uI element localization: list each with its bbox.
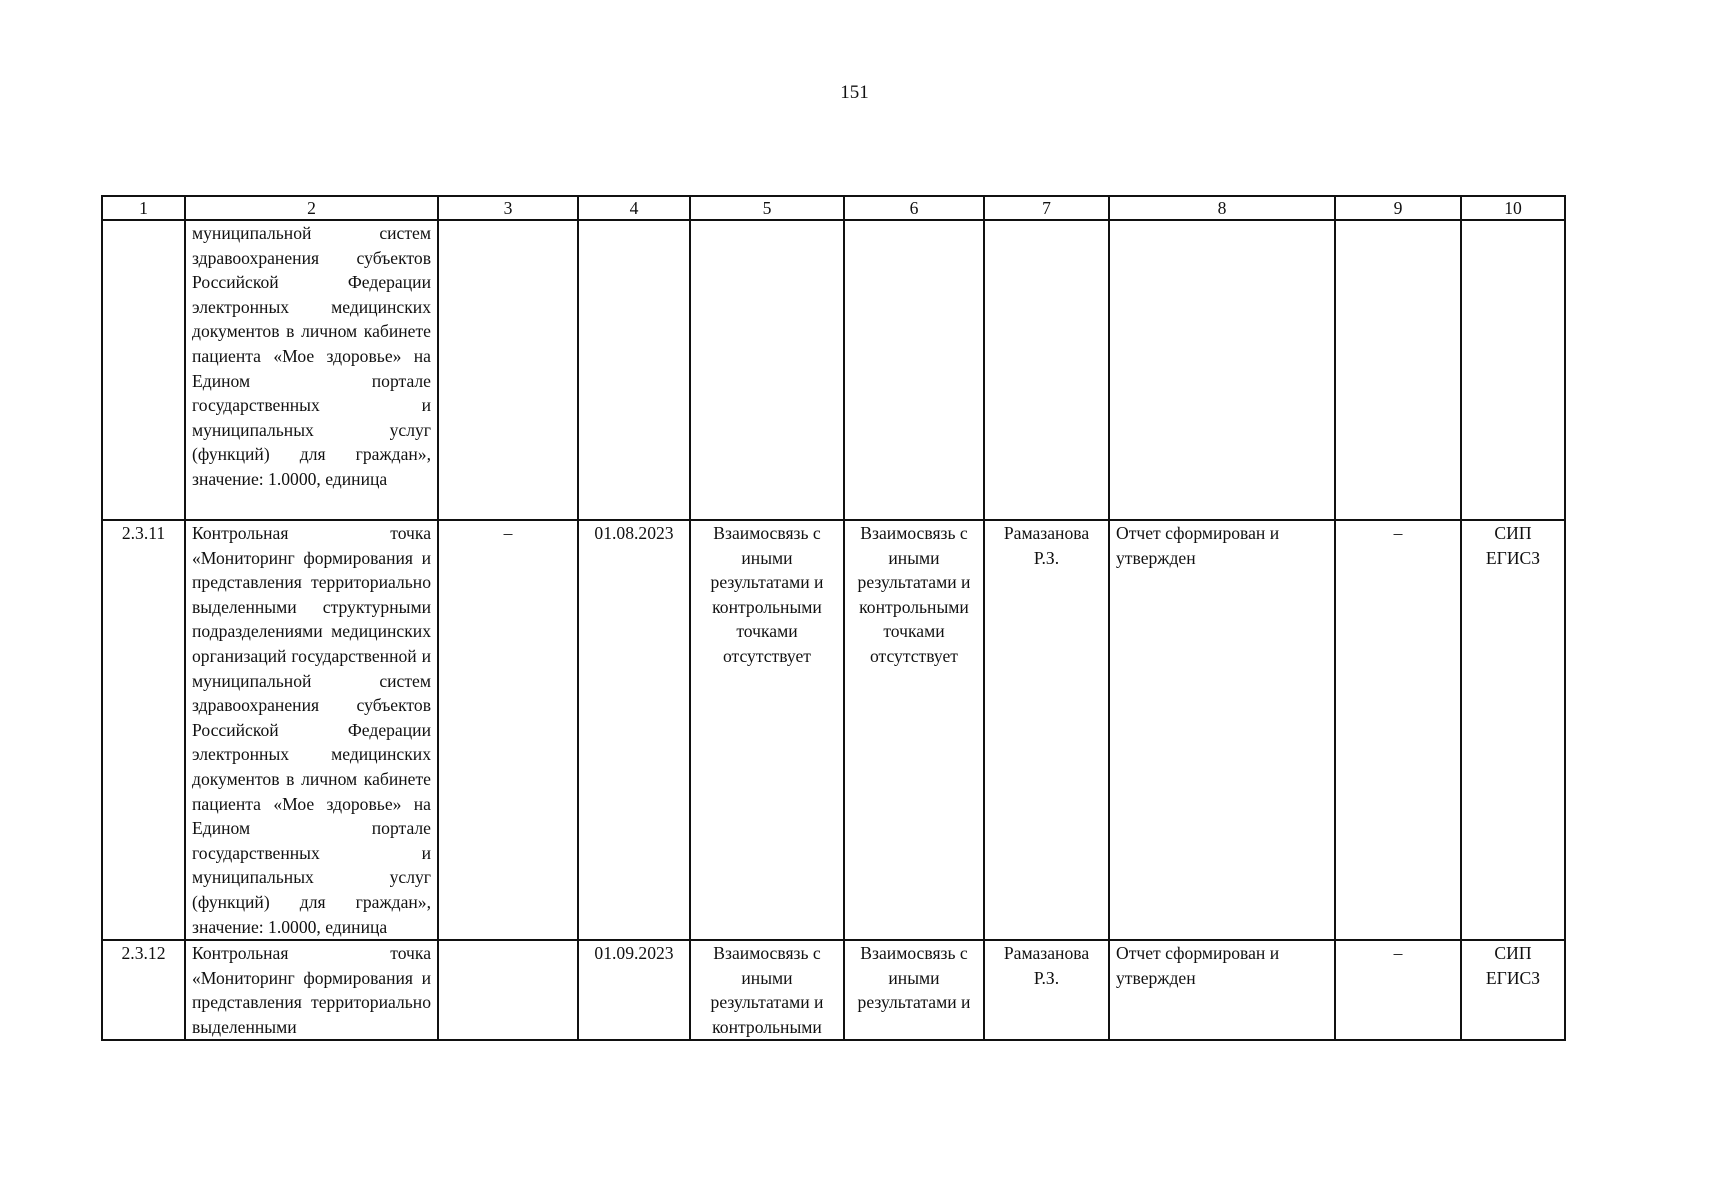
system-cell: СИП ЕГИСЗ — [1461, 520, 1565, 940]
date-cell: 01.08.2023 — [578, 520, 690, 940]
table-row — [102, 940, 1565, 1040]
page-number: 151 — [840, 82, 869, 103]
column-header: 4 — [578, 196, 690, 220]
result-cell: Отчет сформирован и утвержден — [1109, 520, 1335, 940]
responsible-cell: Рамазанова Р.З. — [984, 940, 1109, 1040]
date-cell: 01.09.2023 — [578, 940, 690, 1040]
column-header: 8 — [1109, 196, 1335, 220]
column-header: 1 — [102, 196, 185, 220]
relation-cell — [690, 220, 844, 520]
relation-cell: Взаимосвязь с иными результатами и контрольными — [690, 940, 844, 1040]
row-number-cell: 2.3.11 — [102, 520, 185, 940]
document-table — [101, 195, 1566, 1041]
responsible-cell: Рамазанова Р.З. — [984, 520, 1109, 940]
cell-col9: – — [1335, 940, 1461, 1040]
column-header: 2 — [185, 196, 438, 220]
relation-cell: Взаимосвязь с иными результатами и — [844, 940, 984, 1040]
table-row — [102, 220, 1565, 520]
header-row — [102, 196, 1565, 220]
date-cell — [578, 220, 690, 520]
column-header: 3 — [438, 196, 578, 220]
cell-col3 — [438, 940, 578, 1040]
row-number-cell — [102, 220, 185, 520]
column-header: 9 — [1335, 196, 1461, 220]
column-header: 5 — [690, 196, 844, 220]
table-row — [102, 520, 1565, 940]
cell-col3: – — [438, 520, 578, 940]
column-header: 7 — [984, 196, 1109, 220]
column-header: 10 — [1461, 196, 1565, 220]
system-cell — [1461, 220, 1565, 520]
cell-col9: – — [1335, 520, 1461, 940]
relation-cell: Взаимосвязь с иными результатами и контрольными точками отсутствует — [844, 520, 984, 940]
relation-cell — [844, 220, 984, 520]
relation-cell: Взаимосвязь с иными результатами и контрольными точками отсутствует — [690, 520, 844, 940]
column-header: 6 — [844, 196, 984, 220]
description-cell: Контрольная точка «Мониторинг формирования и представления территориально выделенными структурными подразделениями медицинских организаций государственной и муниципальной систем здравоохранения субъектов Российской Федерации электронных медицинских документов в личном кабинете пациента «Мое здоровье» на Едином портале государственных и муниципальных услуг (функций) для граждан», значение: 1.0000, единица — [185, 520, 438, 940]
cell-col3 — [438, 220, 578, 520]
row-number-cell: 2.3.12 — [102, 940, 185, 1040]
system-cell: СИП ЕГИСЗ — [1461, 940, 1565, 1040]
cell-col9 — [1335, 220, 1461, 520]
result-cell — [1109, 220, 1335, 520]
description-cell: муниципальной систем здравоохранения субъектов Российской Федерации электронных медицинских документов в личном кабинете пациента «Мое здоровье» на Едином портале государственных и муниципальных услуг (функций) для граждан», значение: 1.0000, единица — [185, 220, 438, 520]
result-cell: Отчет сформирован и утвержден — [1109, 940, 1335, 1040]
responsible-cell — [984, 220, 1109, 520]
description-cell: Контрольная точка «Мониторинг формирования и представления территориально выделенными — [185, 940, 438, 1040]
